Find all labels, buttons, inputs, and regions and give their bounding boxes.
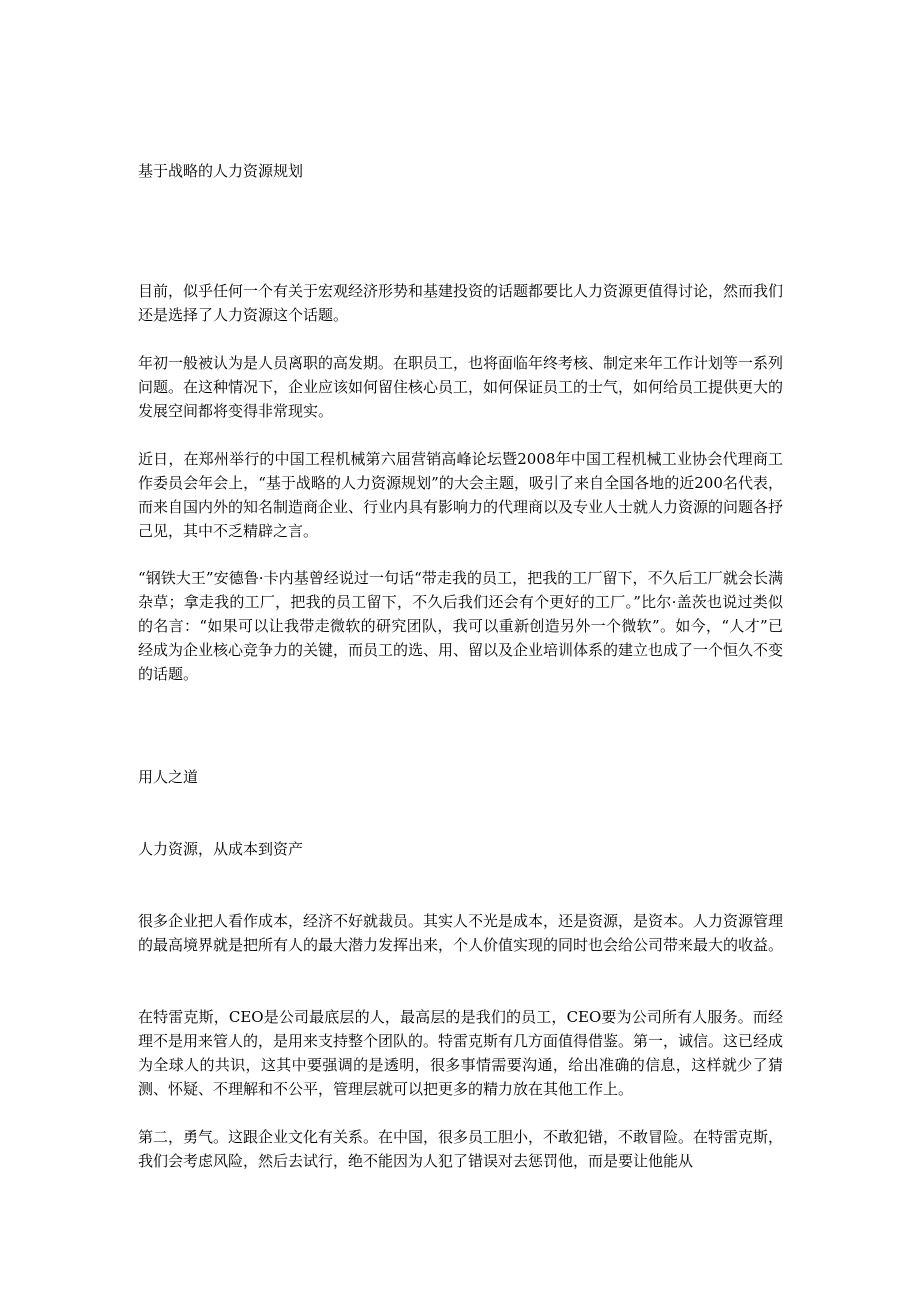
paragraph-3: 近日，在郑州举行的中国工程机械第六届营销高峰论坛暨2008年中国工程机械工业协会代理商工作委员会年会上，“基于战略的人力资源规划”的大会主题，吸引了来自全国各地的近200名代表，而来自国内外的知名制造商企业、行业内具有影响力的代理商以及专业人士就人力资源的问题各抒己见，其中不乏精辟之言。 (138, 450, 784, 540)
document-title: 基于战略的人力资源规划 (138, 162, 304, 180)
section-paragraph-3: 第二，勇气。这跟企业文化有关系。在中国，很多员工胆小，不敢犯错，不敢冒险。在特雷克斯，我们会考虑风险，然后去试行，绝不能因为人犯了错误对去惩罚他，而是要让他能从 (138, 1128, 784, 1170)
section-paragraph-1: 很多企业把人看作成本，经济不好就裁员。其实人不光是成本，还是资源，是资本。人力资源管理的最高境界就是把所有人的最大潜力发挥出来，个人价值实现的同时也会给公司带来最大的收益。 (138, 912, 784, 954)
section-paragraph-2: 在特雷克斯，CEO是公司最底层的人，最高层的是我们的员工，CEO要为公司所有人服务。而经理不是用来管人的，是用来支持整个团队的。特雷克斯有几方面值得借鉴。第一，诚信。这已经成为全球人的共识，这其中要强调的是透明，很多事情需要沟通，给出准确的信息，这样就少了猜测、怀疑、不理解和不公平，管理层就可以把更多的精力放在其他工作上。 (138, 1008, 784, 1098)
section-heading: 用人之道 (138, 768, 199, 786)
paragraph-1: 目前，似乎任何一个有关于宏观经济形势和基建投资的话题都要比人力资源更值得讨论，然而我们还是选择了人力资源这个话题。 (138, 282, 784, 324)
paragraph-2: 年初一般被认为是人员离职的高发期。在职员工，也将面临年终考核、制定来年工作计划等一系列问题。在这种情况下，企业应该如何留住核心员工，如何保证员工的士气，如何给员工提供更大的发展空间都将变得非常现实。 (138, 354, 784, 420)
paragraph-4: “钢铁大王”安德鲁·卡内基曾经说过一句话“带走我的员工，把我的工厂留下，不久后工厂就会长满杂草；拿走我的工厂，把我的员工留下，不久后我们还会有个更好的工厂。”比尔·盖茨也说过类似的名言：“如果可以让我带走微软的研究团队，我可以重新创造另外一个微软”。如今，“人才”已经成为企业核心竞争力的关键，而员工的选、用、留以及企业培训体系的建立也成了一个恒久不变的话题。 (138, 569, 784, 683)
subsection-heading: 人力资源，从成本到资产 (138, 840, 304, 858)
